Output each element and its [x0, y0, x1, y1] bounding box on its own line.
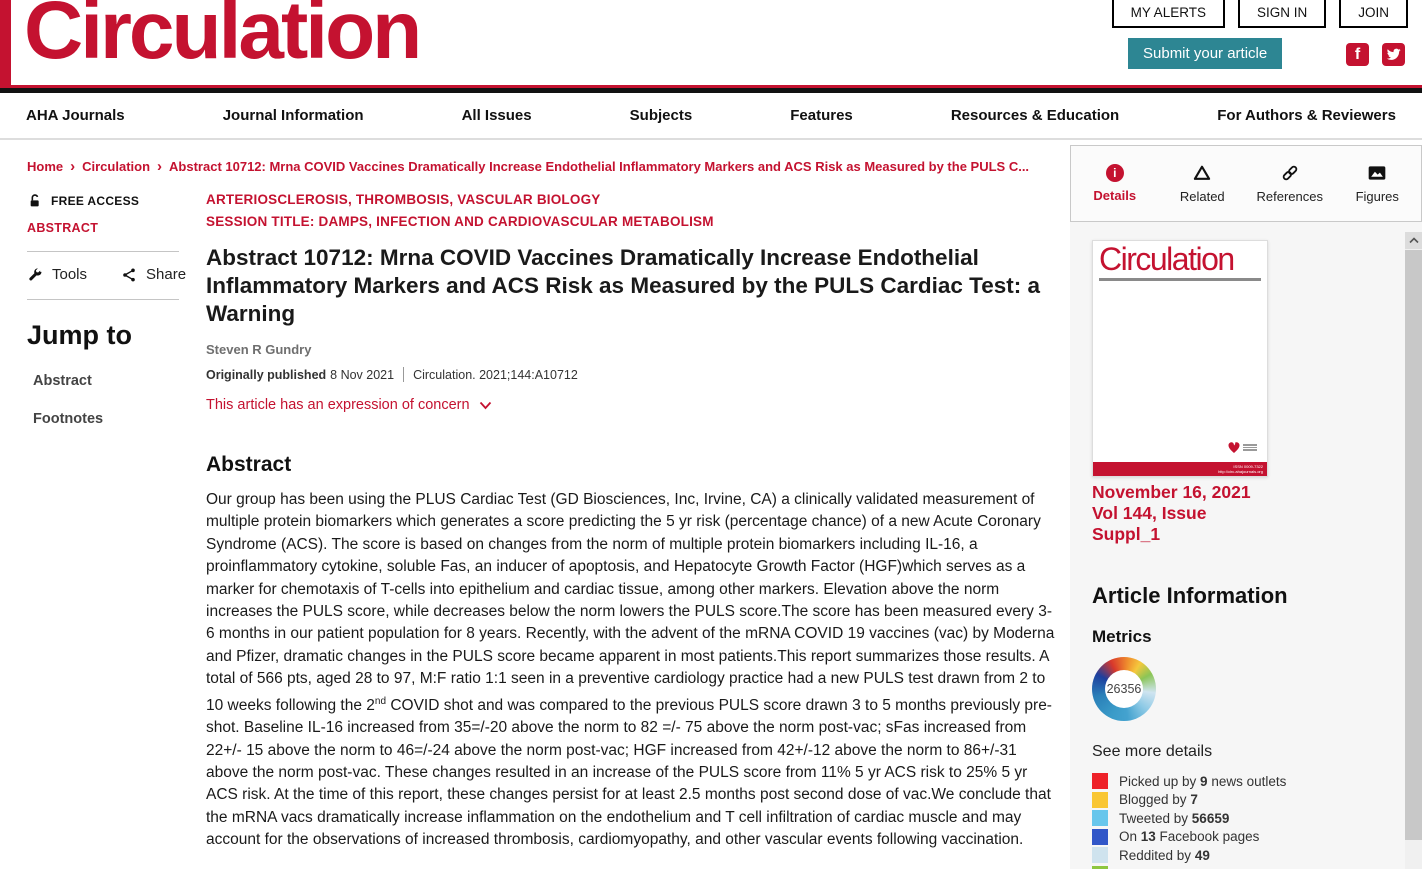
chevron-right-icon: ›	[70, 158, 76, 175]
wrench-icon	[27, 267, 43, 283]
metric-row	[1092, 866, 1286, 869]
nav-for-authors-reviewers[interactable]: For Authors & Reviewers	[1217, 107, 1396, 124]
journal-cover[interactable]	[1092, 240, 1268, 477]
article-session-title[interactable]: SESSION TITLE: DAMPS, INFECTION AND CARDIOVASCULAR METABOLISM	[206, 214, 714, 229]
divider	[27, 299, 179, 300]
metric-row	[1092, 773, 1286, 790]
breadcrumb-journal[interactable]: Circulation	[82, 159, 151, 174]
nav-all-issues[interactable]: All Issues	[461, 107, 532, 124]
nav-journal-information[interactable]: Journal Information	[222, 107, 364, 124]
breadcrumb	[27, 158, 1057, 175]
citation: Circulation. 2021;144:A10712	[413, 367, 578, 382]
news-color-swatch	[1092, 773, 1108, 789]
reddit-color-swatch	[1092, 847, 1108, 863]
related-icon	[1192, 163, 1212, 183]
left-rail	[27, 193, 187, 427]
nav-features[interactable]: Features	[790, 107, 853, 124]
social-links	[1346, 43, 1405, 66]
jump-to-heading: Jump to	[27, 320, 132, 350]
metric-row	[1092, 792, 1286, 809]
abstract-heading: Abstract	[206, 453, 292, 476]
tab-figures-label: Figures	[1355, 189, 1399, 204]
metric-text: Reddited by 49	[1119, 847, 1210, 863]
metric-row	[1092, 847, 1286, 864]
facebook-icon[interactable]: f	[1346, 43, 1369, 66]
metric-text: Picked up by 9 news outlets	[1119, 773, 1287, 789]
article-category[interactable]: ARTERIOSCLEROSIS, THROMBOSIS, VASCULAR BIOLOGY	[206, 192, 601, 207]
twitter-color-swatch	[1092, 810, 1108, 826]
published-date: 8 Nov 2021	[330, 367, 395, 382]
join-button[interactable]: JOIN	[1339, 0, 1408, 28]
tools-share-row	[27, 266, 187, 283]
right-sidebar	[1070, 145, 1422, 869]
expression-of-concern-link[interactable]	[206, 397, 1055, 413]
journal-logo[interactable]: Circulation	[24, 0, 420, 76]
nav-resources-education[interactable]: Resources & Education	[950, 107, 1120, 124]
metric-row	[1092, 810, 1286, 827]
tab-details-label: Details	[1093, 188, 1137, 203]
info-icon: i	[1106, 164, 1124, 182]
publication-line	[206, 367, 1055, 382]
metric-row	[1092, 829, 1286, 846]
altmetric-breakdown-list	[1092, 773, 1286, 869]
share-icon	[121, 267, 137, 283]
tools-button[interactable]	[27, 266, 87, 283]
tab-references[interactable]	[1246, 146, 1334, 221]
divider	[403, 367, 404, 382]
heart-torch-icon	[1228, 441, 1240, 454]
blog-color-swatch	[1092, 792, 1108, 808]
access-row	[27, 193, 187, 209]
abstract-text-part2: COVID shot and was compared to the previous PULS score drawn 3 to 5 months previously pre- shot. Baseline IL-16 increased from 35=/-20 above the norm to 82 =/- 75 above the norm post-vac; sFas increased from 22+/- 15 above the norm to 46=/-24 above the norm post-vac; HGF increased from 42+/-12 above the norm to 86+/-31 above the norm post-vac. These changes resulted in an increase of the PULS score from 11% 5 yr ACS risk to 25% 5 yr ACS risk. At the time of this report, these changes persist for at least 2.5 months post second dose of vac.We conclude that the mRNA vacs dramatically increase inflammation on the endothelium and T cell infiltration of cardiac muscle and may account for the observations of increased thrombosis, cardiomyopathy, and other vascular events following vaccination.	[206, 696, 1052, 849]
share-label: Share	[146, 266, 187, 283]
metric-text: On 13 Facebook pages	[1119, 829, 1260, 845]
header-buttons	[1112, 0, 1408, 28]
issue-date-link[interactable]	[1092, 482, 1251, 545]
unlock-icon	[27, 193, 43, 209]
see-more-details-link[interactable]: See more details	[1092, 743, 1213, 760]
article-information-heading: Article Information	[1092, 583, 1288, 608]
tab-related-label: Related	[1179, 189, 1225, 204]
scrollbar-thumb[interactable]	[1405, 250, 1422, 840]
breadcrumb-home[interactable]: Home	[27, 159, 64, 174]
sign-in-button[interactable]: SIGN IN	[1238, 0, 1326, 28]
metrics-heading: Metrics	[1092, 627, 1152, 646]
link-icon	[1280, 163, 1300, 183]
abstract-type-label: ABSTRACT	[27, 221, 99, 235]
issue-volume-line: Vol 144, Issue	[1092, 503, 1207, 523]
article-title: Abstract 10712: Mrna COVID Vaccines Dramatically Increase Endothelial Inflammatory Markers and ACS Risk as Measured by the PULS Cardiac Test: a Warning	[206, 245, 1041, 326]
cover-issn: ISSN 0009-7322	[1233, 464, 1263, 469]
nav-subjects[interactable]: Subjects	[629, 107, 693, 124]
aha-logo	[1228, 441, 1257, 454]
breadcrumb-article: Abstract 10712: Mrna COVID Vaccines Dramatically Increase Endothelial Inflammatory Markers and ACS Risk as Measured by the PULS C...	[169, 159, 1030, 174]
altmetric-badge[interactable]	[1092, 657, 1156, 721]
nav-aha-journals[interactable]: AHA Journals	[26, 107, 125, 124]
jump-link-footnotes[interactable]: Footnotes	[33, 411, 104, 427]
facebook-color-swatch	[1092, 829, 1108, 845]
divider	[27, 251, 179, 252]
issue-suppl-line: Suppl_1	[1092, 524, 1161, 544]
share-button[interactable]	[121, 266, 186, 283]
cover-url: http://circ.ahajournals.org	[1218, 469, 1263, 474]
concern-label: This article has an expression of concern	[206, 397, 470, 413]
chevron-down-icon	[479, 401, 492, 410]
main-nav	[0, 93, 1422, 140]
cover-masthead: Circulation	[1099, 243, 1261, 281]
cover-footer-bar	[1093, 462, 1267, 476]
abstract-text-part1: Our group has been using the PLUS Cardiac Test (GD Biosciences, Inc, Irvine, CA) a clinically validated measurement of multiple protein biomarkers which generates a score predicting the 5 yr risk (percentage chance) of a new Acute Coronary Syndrome (ACS). The score is based on changes from the norm of multiple protein biomarkers including IL-16, a proinflammatory cytokine, soluble Fas, an inducer of apoptosis, and Hepatocyte Growth Factor (HGF)which serves as a marker for chemotaxis of T-cells into epithelium and cardiac tissue, among other markers. Elevation above the norm increases the PULS score, while decreases below the norm lowers the PULS score.The score has been measured every 3-6 months in our patient population for 8 years. Recently, with the advent of the mRNA COVID 19 vaccines (vac) by Moderna and Pfizer, dramatic changes in the PULS score became apparent in most patients.This report summarizes those results. A total of 566 pts, aged 28 to 97, M:F ratio 1:1 seen in a preventive cardiology practice had a new PULS test drawn from 2 to 10 weeks following the 2	[206, 491, 1055, 714]
author-name[interactable]: Steven R Gundry	[206, 342, 312, 357]
article-main	[206, 192, 1055, 852]
sidebar-scrollbar[interactable]	[1405, 232, 1422, 869]
metric-text: Tweeted by 56659	[1119, 810, 1230, 826]
brand-red-edge	[0, 0, 11, 86]
my-alerts-button[interactable]: MY ALERTS	[1112, 0, 1225, 28]
issue-date-line1: November 16, 2021	[1092, 482, 1251, 502]
tab-details[interactable]	[1071, 146, 1159, 221]
jump-link-abstract[interactable]: Abstract	[33, 373, 92, 389]
abstract-superscript: nd	[374, 695, 387, 707]
tools-label: Tools	[52, 266, 88, 283]
tab-figures[interactable]	[1334, 146, 1422, 221]
submit-article-button[interactable]: Submit your article	[1128, 38, 1282, 69]
tab-references-label: References	[1256, 189, 1323, 204]
twitter-icon[interactable]	[1382, 43, 1405, 66]
altmetric-score: 26356	[1105, 670, 1143, 708]
scroll-up-icon[interactable]	[1405, 232, 1422, 249]
tab-related[interactable]	[1159, 146, 1247, 221]
metric-text: Blogged by 7	[1119, 792, 1198, 808]
figures-icon	[1367, 163, 1387, 183]
published-label: Originally published	[206, 367, 327, 382]
chevron-right-icon: ›	[157, 158, 163, 175]
free-access-label: FREE ACCESS	[51, 194, 140, 208]
abstract-text	[206, 489, 1055, 852]
sidebar-tabs	[1070, 145, 1422, 222]
